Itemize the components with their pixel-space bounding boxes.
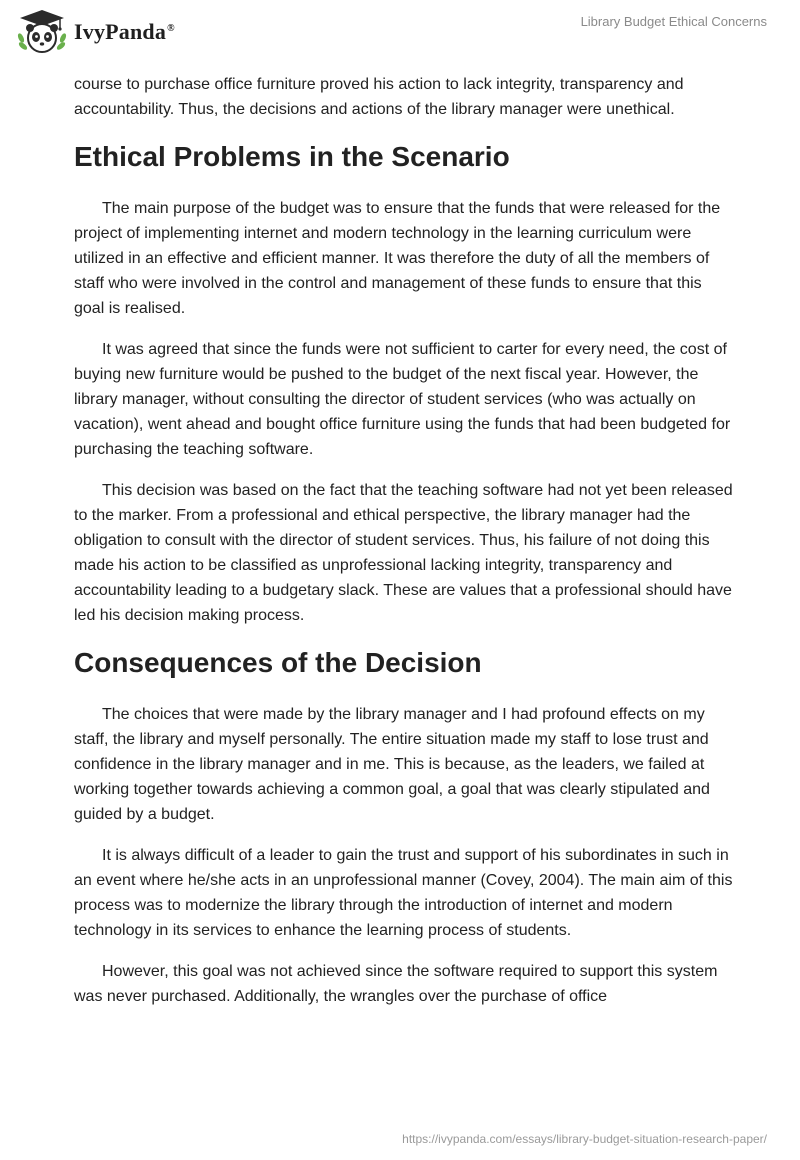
- intro-paragraph: course to purchase office furniture proved his action to lack integrity, transparency and accountability. Thus, the decisions and actions of the library manager were unethical.: [74, 76, 684, 118]
- page-header: [0, 0, 800, 66]
- paragraph: It was agreed that since the funds were not sufficient to carter for every need, the cost of buying new furniture would be pushed to the budget of the next fiscal year. However, the library manager, without consulting the director of student services (who was actually on vacation), went ahead and bought office furniture using the funds that had been budgeted for purchasing the teaching software.: [74, 341, 731, 458]
- paragraph: The main purpose of the budget was to ensure that the funds that were released for the project of implementing internet and modern technology in the learning curriculum were utilized in an effective and efficient manner. It was therefore the duty of all the members of staff who were involved in the control and management of these funds to ensure that this goal is realised.: [74, 200, 721, 317]
- brand-name: IvyPanda®: [74, 19, 175, 44]
- essay-body: [74, 72, 734, 1025]
- paragraph: This decision was based on the fact that the teaching software had not yet been released to the marker. From a professional and ethical perspective, the library manager had the obligation to consult with the director of student services. Thus, his failure of not doing this made his action to be classified as unprofessional lacking integrity, transparency and accountability leading to a budgetary slack. These are values that a professional should have led his decision making process.: [74, 482, 733, 624]
- paragraph: However, this goal was not achieved since the software required to support this system was never purchased. Additionally, the wrangles over the purchase of office: [74, 963, 718, 1005]
- paragraph: The choices that were made by the library manager and I had profound effects on my staff, the library and myself personally. The entire situation made my staff to lose trust and confidence in the library manager and in me. This is because, as the leaders, we failed at working together towards achieving a common goal, a goal that was clearly stipulated and guided by a budget.: [74, 706, 710, 823]
- site-logo[interactable]: [16, 8, 175, 56]
- source-url[interactable]: https://ivypanda.com/essays/library-budget-situation-research-paper/: [402, 1132, 767, 1146]
- panda-graduate-logo-icon: [16, 8, 68, 56]
- paragraph: It is always difficult of a leader to gain the trust and support of his subordinates in such in an event where he/she acts in an unprofessional manner (Covey, 2004). The main aim of this process was to modernize the library through the introduction of internet and modern technology in its services to enhance the learning process of students.: [74, 847, 733, 939]
- document-title: Library Budget Ethical Concerns: [580, 14, 767, 29]
- section-heading-ethical-problems: Ethical Problems in the Scenario: [74, 141, 510, 172]
- section-heading-consequences: Consequences of the Decision: [74, 647, 482, 678]
